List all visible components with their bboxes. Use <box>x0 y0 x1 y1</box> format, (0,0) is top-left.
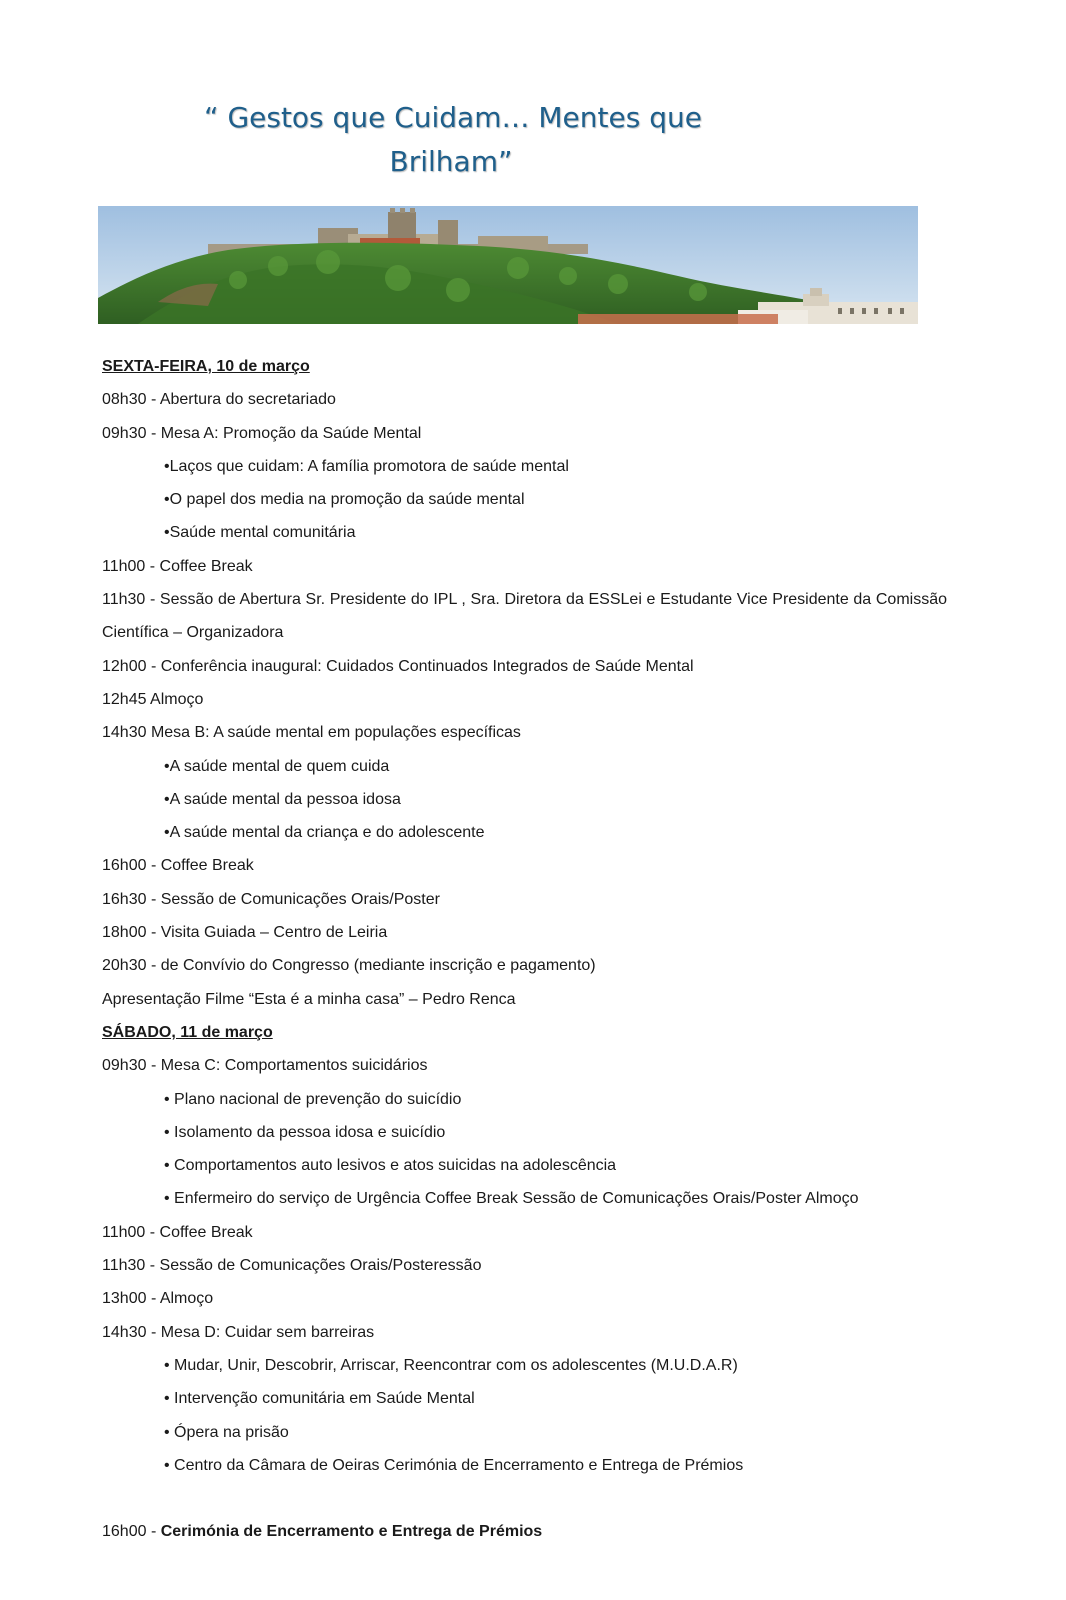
agenda-subitem: •Laços que cuidam: A família promotora de saúde mental <box>164 457 569 475</box>
agenda-item: 18h00 - Visita Guiada – Centro de Leiria <box>102 924 388 942</box>
agenda-item: 13h00 - Almoço <box>102 1290 214 1308</box>
agenda-subitem: •Saúde mental comunitária <box>164 524 356 542</box>
title-line-2: Brilham” <box>389 145 513 178</box>
agenda <box>102 356 947 1554</box>
agenda-subitem: •O papel dos media na promoção da saúde mental <box>164 491 525 509</box>
agenda-subitem: • Centro da Câmara de Oeiras Cerimónia de Encerramento e Entrega de Prémios <box>164 1456 744 1474</box>
closing-time: 16h00 - <box>102 1523 161 1541</box>
agenda-subitem: • Enfermeiro do serviço de Urgência Coffee Break Sessão de Comunicações Orais/Poster Almoço <box>164 1190 859 1208</box>
castle-banner-image <box>98 206 918 324</box>
agenda-subitem: • Isolamento da pessoa idosa e suicídio <box>164 1123 446 1141</box>
closing-item <box>102 1521 947 1554</box>
agenda-item: 11h00 - Coffee Break <box>102 557 253 575</box>
day-heading-friday: SEXTA-FEIRA, 10 de março <box>102 358 310 375</box>
agenda-subitem: • Intervenção comunitária em Saúde Mental <box>164 1390 475 1408</box>
agenda-item: 12h45 Almoço <box>102 690 204 708</box>
agenda-item: Apresentação Filme “Esta é a minha casa” – Pedro Renca <box>102 990 516 1008</box>
agenda-item: 09h30 - Mesa C: Comportamentos suicidários <box>102 1057 428 1075</box>
page-title <box>0 96 900 184</box>
agenda-item: 09h30 - Mesa A: Promoção da Saúde Mental <box>102 424 422 442</box>
spacer <box>102 1488 947 1521</box>
agenda-item: 14h30 - Mesa D: Cuidar sem barreiras <box>102 1323 375 1341</box>
agenda-item: 12h00 - Conferência inaugural: Cuidados Continuados Integrados de Saúde Mental <box>102 657 694 675</box>
agenda-item: 20h30 - de Convívio do Congresso (mediante inscrição e pagamento) <box>102 957 596 975</box>
closing-label: Cerimónia de Encerramento e Entrega de Prémios <box>160 1523 543 1541</box>
title-line-1: “ Gestos que Cuidam… Mentes que <box>204 101 702 134</box>
agenda-item: 11h30 - Sessão de Comunicações Orais/Posteressão <box>102 1257 482 1275</box>
agenda-item: 16h30 - Sessão de Comunicações Orais/Poster <box>102 890 440 908</box>
agenda-subitem: • Comportamentos auto lesivos e atos suicidas na adolescência <box>164 1157 617 1175</box>
agenda-subitem: • Plano nacional de prevenção do suicídio <box>164 1090 462 1108</box>
agenda-item: 11h30 - Sessão de Abertura Sr. Presidente do IPL , Sra. Diretora da ESSLei e Estudante Vice Presidente da Comissão Científica – Organizadora <box>102 591 947 642</box>
agenda-item: 16h00 - Coffee Break <box>102 857 254 875</box>
agenda-subitem: •A saúde mental da criança e do adolescente <box>164 824 485 842</box>
agenda-subitem: •A saúde mental de quem cuida <box>164 757 390 775</box>
agenda-item: 14h30 Mesa B: A saúde mental em populações específicas <box>102 724 521 742</box>
agenda-subitem: • Mudar, Unir, Descobrir, Arriscar, Reencontrar com os adolescentes (M.U.D.A.R) <box>164 1356 738 1374</box>
day-heading-saturday: SÁBADO, 11 de março <box>102 1023 273 1041</box>
agenda-subitem: • Ópera na prisão <box>164 1423 289 1441</box>
agenda-item: 08h30 - Abertura do secretariado <box>102 391 336 409</box>
agenda-subitem: •A saúde mental da pessoa idosa <box>164 790 401 808</box>
agenda-item: 11h00 - Coffee Break <box>102 1223 253 1241</box>
